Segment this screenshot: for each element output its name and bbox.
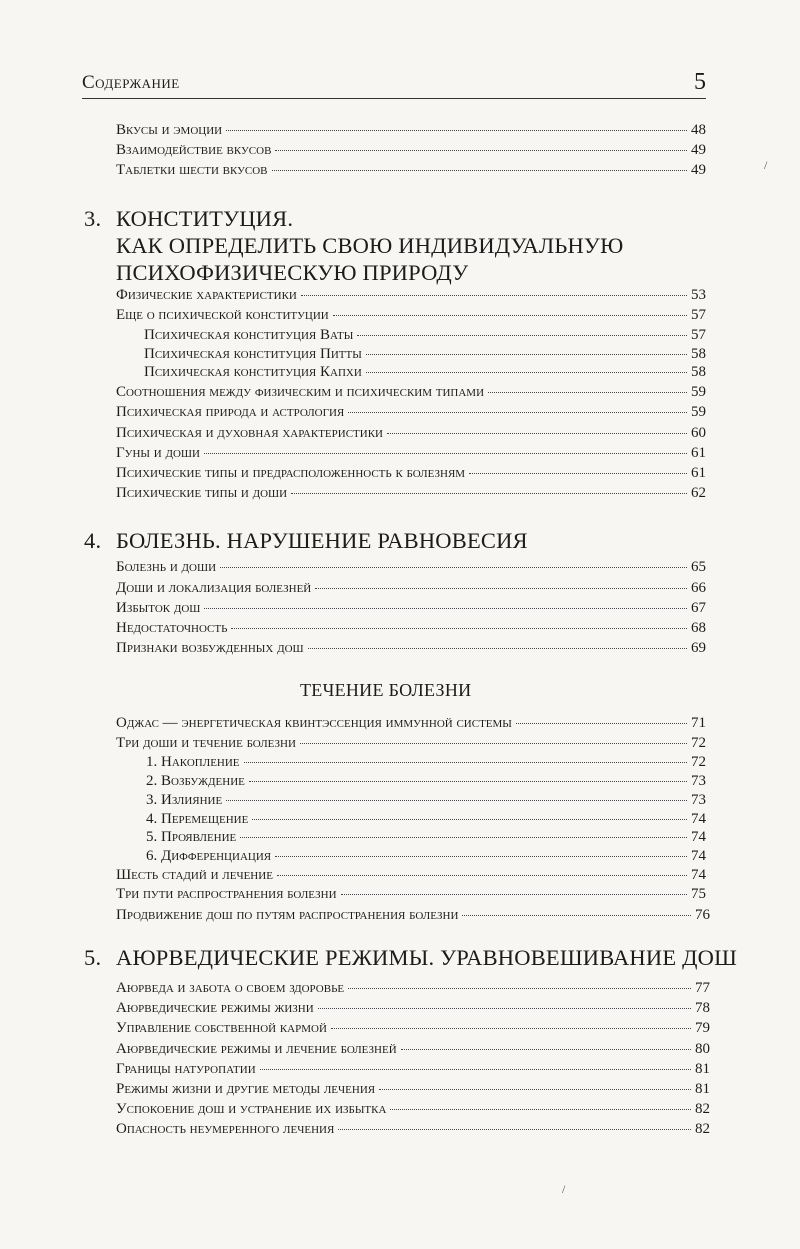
toc-entry-page: 72: [691, 735, 706, 751]
dot-leader: [390, 1109, 691, 1110]
toc-entry: [116, 618, 706, 638]
toc-entry: [144, 344, 706, 364]
toc-entry-label: Опасность неумеренного лечения: [116, 1121, 335, 1137]
toc-entry: [116, 1059, 710, 1079]
dot-leader: [348, 412, 687, 413]
toc-entry-page: 79: [695, 1020, 710, 1036]
toc-entry-label: Три доши и течение болезни: [116, 735, 296, 751]
dot-leader: [308, 648, 687, 649]
toc-entry: [116, 285, 706, 305]
toc-entry-page: 62: [691, 485, 706, 501]
toc-entry-page: 69: [691, 640, 706, 656]
dot-leader: [462, 915, 691, 916]
running-title: Содержание: [82, 72, 180, 93]
dot-leader: [387, 433, 687, 434]
toc-entry: [146, 752, 706, 772]
toc-entry-page: 74: [691, 811, 706, 827]
toc-entry-page: 80: [695, 1041, 710, 1057]
toc-entry: [116, 1079, 710, 1099]
toc-entry-page: 73: [691, 792, 706, 808]
toc-entry-page: 74: [691, 867, 706, 883]
scan-speck: /: [764, 158, 768, 172]
scan-speck: /: [562, 1182, 566, 1196]
dot-leader: [204, 608, 687, 609]
chapter-title-line: АЮРВЕДИЧЕСКИЕ РЕЖИМЫ. УРАВНОВЕШИВАНИЕ ДОШ: [116, 945, 737, 970]
dot-leader: [469, 473, 687, 474]
toc-entry: [116, 578, 706, 598]
toc-entry-label: Границы натуропатии: [116, 1061, 256, 1077]
dot-leader: [379, 1089, 691, 1090]
dot-leader: [231, 628, 687, 629]
toc-entry-page: 75: [691, 886, 706, 902]
dot-leader: [341, 894, 687, 895]
toc-entry-label: 6. Дифференциация: [146, 848, 272, 864]
toc-entry-page: 58: [691, 364, 706, 380]
toc-entry-label: Психическая конституция Ваты: [144, 327, 354, 343]
toc-entry-page: 78: [695, 1000, 710, 1016]
dot-leader: [488, 392, 687, 393]
toc-entry-label: Болезнь и доши: [116, 559, 217, 575]
toc-entry-label: Шесть стадий и лечение: [116, 867, 273, 883]
toc-entry: [146, 846, 706, 866]
toc-entry: [144, 362, 706, 382]
dot-leader: [516, 723, 687, 724]
dot-leader: [275, 150, 687, 151]
chapter-title-line: ПСИХОФИЗИЧЕСКУЮ ПРИРОДУ: [116, 260, 469, 285]
dot-leader: [331, 1028, 691, 1029]
dot-leader: [226, 800, 687, 801]
dot-leader: [252, 819, 687, 820]
toc-entry-label: Аюрведические режимы жизни: [116, 1000, 314, 1016]
toc-entry-label: 2. Возбуждение: [146, 773, 245, 789]
toc-entry-page: 48: [691, 122, 706, 138]
toc-entry: [116, 1018, 710, 1038]
toc-entry: [116, 1039, 710, 1059]
running-header: [82, 68, 706, 99]
toc-entry-page: 58: [691, 346, 706, 362]
dot-leader: [220, 567, 687, 568]
toc-entry-label: Психическая конституция Капхи: [144, 364, 362, 380]
dot-leader: [333, 315, 687, 316]
toc-entry: [116, 733, 706, 753]
dot-leader: [277, 875, 687, 876]
dot-leader: [291, 493, 687, 494]
toc-entry-page: 53: [691, 287, 706, 303]
toc-entry-page: 66: [691, 580, 706, 596]
toc-entry-page: 61: [691, 465, 706, 481]
toc-entry-label: Взаимодействие вкусов: [116, 142, 272, 158]
toc-entry-label: Гуны и доши: [116, 445, 200, 461]
toc-entry: [116, 638, 706, 658]
toc-entry-page: 81: [695, 1061, 710, 1077]
toc-entry-label: Вкусы и эмоции: [116, 122, 223, 138]
dot-leader: [318, 1008, 691, 1009]
toc-entry-label: Соотношения между физическим и психическим типами: [116, 384, 485, 400]
toc-entry: [116, 598, 706, 618]
toc-entry: [146, 771, 706, 791]
toc-entry-page: 77: [695, 980, 710, 996]
toc-entry-page: 59: [691, 404, 706, 420]
toc-entry-label: Психические типы и доши: [116, 485, 288, 501]
toc-entry-label: Продвижение дош по путям распространения болезни: [116, 907, 459, 923]
toc-entry-label: 5. Проявление: [146, 829, 237, 845]
chapter-title-line: КАК ОПРЕДЕЛИТЬ СВОЮ ИНДИВИДУАЛЬНУЮ: [116, 233, 624, 258]
toc-entry-page: 49: [691, 142, 706, 158]
dot-leader: [366, 354, 687, 355]
dot-leader: [275, 856, 687, 857]
dot-leader: [357, 335, 687, 336]
toc-entry-page: 82: [695, 1121, 710, 1137]
toc-entry: [116, 382, 706, 402]
toc-entry: [116, 120, 706, 140]
dot-leader: [348, 988, 691, 989]
toc-entry-label: Три пути распространения болезни: [116, 886, 337, 902]
toc-entry: [116, 884, 706, 904]
dot-leader: [272, 170, 687, 171]
dot-leader: [366, 372, 687, 373]
toc-entry: [116, 713, 706, 733]
toc-entry-label: Психическая конституция Питты: [144, 346, 362, 362]
toc-entry-page: 81: [695, 1081, 710, 1097]
toc-entry-page: 65: [691, 559, 706, 575]
toc-entry: [116, 402, 706, 422]
toc-entry-label: Психическая природа и астрология: [116, 404, 345, 420]
dot-leader: [204, 453, 687, 454]
toc-entry-label: 1. Накопление: [146, 754, 240, 770]
toc-entry-label: 3. Излияние: [146, 792, 223, 808]
toc-entry-label: Психические типы и предрасположенность к болезням: [116, 465, 466, 481]
toc-entry: [146, 827, 706, 847]
toc-entry-page: 74: [691, 829, 706, 845]
toc-entry: [116, 998, 710, 1018]
toc-entry-label: 4. Перемещение: [146, 811, 249, 827]
toc-entry-page: 59: [691, 384, 706, 400]
toc-entry-label: Недостаточность: [116, 620, 228, 636]
toc-entry: [146, 809, 706, 829]
toc-entry-label: Режимы жизни и другие методы лечения: [116, 1081, 376, 1097]
toc-entry: [116, 1099, 710, 1119]
chapter-title-line: БОЛЕЗНЬ. НАРУШЕНИЕ РАВНОВЕСИЯ: [116, 528, 528, 553]
dot-leader: [244, 762, 687, 763]
toc-entry-label: Психическая и духовная характеристики: [116, 425, 383, 441]
toc-entry-label: Аюрведа и забота о своем здоровье: [116, 980, 345, 996]
toc-entry-page: 67: [691, 600, 706, 616]
toc-entry-page: 57: [691, 327, 706, 343]
toc-entry: [116, 463, 706, 483]
dot-leader: [249, 781, 687, 782]
dot-leader: [338, 1129, 691, 1130]
toc-entry-page: 71: [691, 715, 706, 731]
toc-entry-page: 61: [691, 445, 706, 461]
toc-entry: [116, 443, 706, 463]
dot-leader: [240, 837, 687, 838]
toc-entry-label: Избыток дош: [116, 600, 201, 616]
chapter-title-line: КОНСТИТУЦИЯ.: [116, 206, 294, 231]
toc-entry: [116, 305, 706, 325]
toc-entry: [116, 905, 710, 925]
toc-entry: [116, 140, 706, 160]
dot-leader: [300, 743, 687, 744]
toc-entry: [116, 1119, 710, 1139]
toc-entry-page: 49: [691, 162, 706, 178]
page-number: 5: [694, 69, 706, 95]
chapter-number: 5.: [84, 945, 102, 970]
toc-entry: [144, 325, 706, 345]
toc-entry-page: 57: [691, 307, 706, 323]
toc-entry-page: 68: [691, 620, 706, 636]
toc-entry-label: Успокоение дош и устранение их избытка: [116, 1101, 387, 1117]
toc-entry: [116, 483, 706, 503]
dot-leader: [260, 1069, 691, 1070]
toc-entry-page: 72: [691, 754, 706, 770]
toc-entry-page: 73: [691, 773, 706, 789]
toc-entry-label: Доши и локализация болезней: [116, 580, 312, 596]
toc-entry-label: Физические характеристики: [116, 287, 297, 303]
dot-leader: [301, 295, 687, 296]
toc-entry-label: Таблетки шести вкусов: [116, 162, 268, 178]
toc-entry-label: Оджас — энергетическая квинтэссенция иммунной системы: [116, 715, 512, 731]
toc-entry-label: Аюрведические режимы и лечение болезней: [116, 1041, 397, 1057]
chapter-number: 3.: [84, 206, 102, 231]
toc-entry-label: Признаки возбужденных дош: [116, 640, 304, 656]
toc-entry: [116, 865, 706, 885]
toc-entry: [116, 557, 706, 577]
toc-entry-page: 60: [691, 425, 706, 441]
toc-entry-label: Управление собственной кармой: [116, 1020, 327, 1036]
toc-entry: [146, 790, 706, 810]
section-subheading: ТЕЧЕНИЕ БОЛЕЗНИ: [300, 680, 472, 700]
toc-entry-page: 82: [695, 1101, 710, 1117]
toc-entry-label: Еще о психической конституции: [116, 307, 329, 323]
dot-leader: [401, 1049, 691, 1050]
toc-entry: [116, 978, 710, 998]
toc-entry: [116, 160, 706, 180]
toc-entry-page: 74: [691, 848, 706, 864]
dot-leader: [226, 130, 687, 131]
chapter-number: 4.: [84, 528, 102, 553]
toc-entry-page: 76: [695, 907, 710, 923]
toc-entry: [116, 423, 706, 443]
dot-leader: [315, 588, 687, 589]
